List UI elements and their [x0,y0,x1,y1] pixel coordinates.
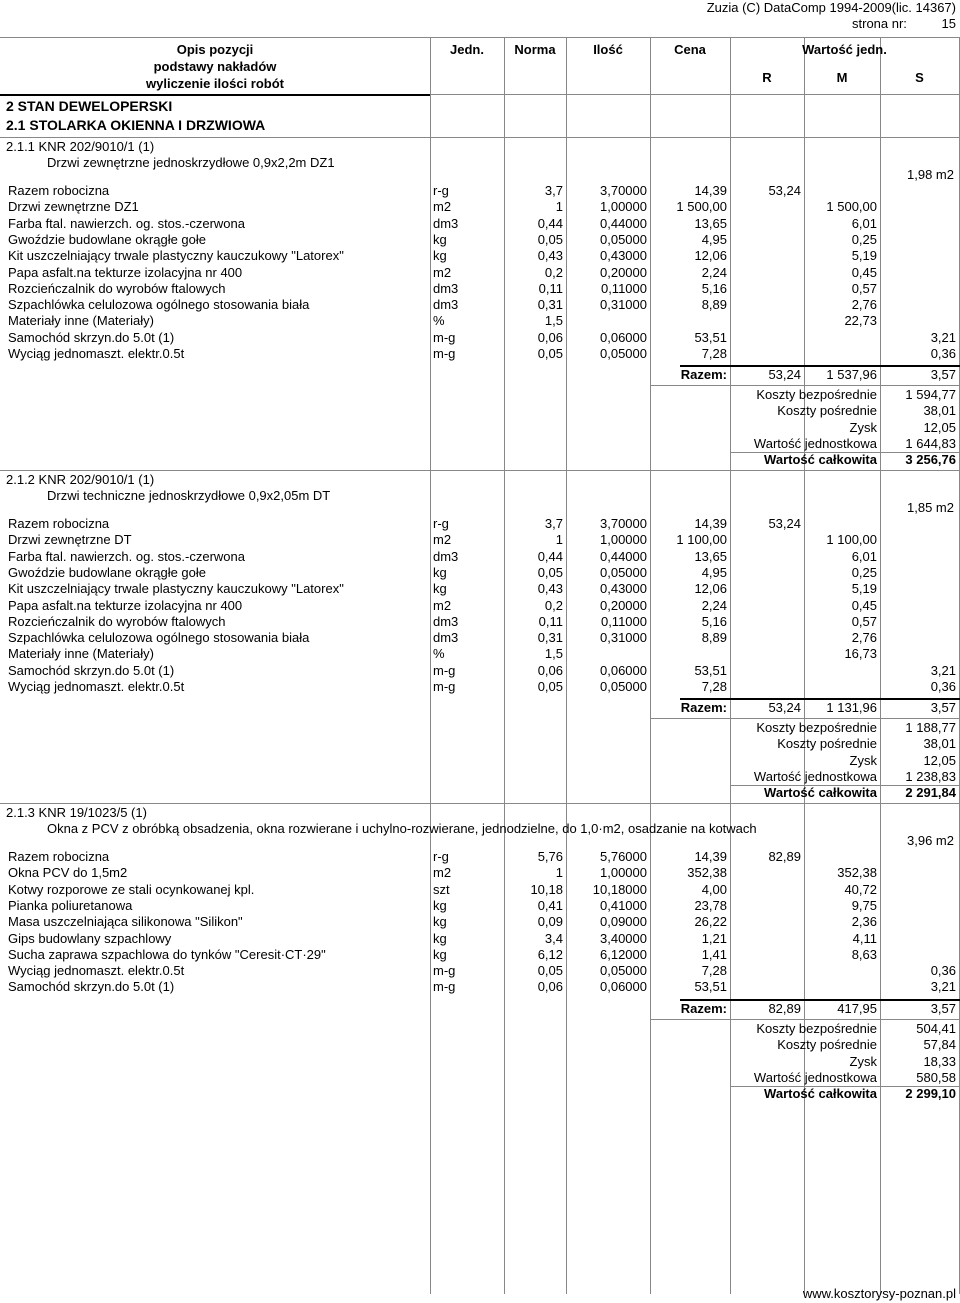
row-price: 352,38 [687,865,727,880]
row-norm: 1,5 [544,313,563,328]
column-header-desc-3: wyliczenie ilości robót [146,76,284,91]
row-m: 2,76 [851,297,877,312]
summary-label: Wartość jednostkowa [753,1070,877,1085]
row-qty: 0,31000 [600,630,647,645]
row-m: 16,73 [844,646,877,661]
row-price: 1 100,00 [676,532,727,547]
column-header-desc-1: Opis pozycji [176,42,254,57]
row-unit: m-g [433,679,456,694]
row-price: 8,89 [701,630,727,645]
row-name: Kotwy rozporowe ze stali ocynkowanej kpl. [8,882,255,897]
row-norm: 0,31 [537,297,563,312]
row-unit: m2 [433,265,452,280]
position-code: 2.1.2 KNR 202/9010/1 (1) [6,472,155,487]
row-name: Materiały inne (Materiały) [8,313,154,328]
summary-value: 504,41 [916,1021,956,1036]
row-qty: 0,31000 [600,297,647,312]
row-name: Materiały inne (Materiały) [8,646,154,661]
summary-value: 1 188,77 [905,720,956,735]
row-price: 8,89 [701,297,727,312]
row-name: Wyciąg jednomaszt. elektr.0.5t [8,963,185,978]
total-m: 1 537,96 [826,367,877,382]
row-name: Szpachlówka celulozowa ogólnego stosowania biała [8,630,310,645]
row-unit: r-g [433,516,449,531]
row-norm: 3,4 [544,931,563,946]
summary-final-rule [730,452,960,453]
summary-label: Koszty pośrednie [777,403,877,418]
row-qty: 0,06000 [600,330,647,345]
summary-final-rule [730,785,960,786]
summary-value: 38,01 [923,403,956,418]
row-price: 2,24 [701,598,727,613]
row-qty: 0,09000 [600,914,647,929]
row-qty: 3,70000 [600,516,647,531]
position-description: Drzwi zewnętrzne jednoskrzydłowe 0,9x2,2m DZ1 [47,155,335,170]
row-name: Farba ftal. nawierzch. og. stos.-czerwona [8,549,245,564]
row-unit: kg [433,947,447,962]
row-s: 3,21 [930,663,956,678]
row-name: Razem robocizna [8,516,110,531]
row-qty: 0,05000 [600,679,647,694]
summary-label: Zysk [849,1054,877,1069]
row-norm: 1 [555,199,563,214]
row-name: Farba ftal. nawierzch. og. stos.-czerwona [8,216,245,231]
footer-url: www.kosztorysy-poznan.pl [802,1286,956,1301]
row-price: 5,16 [701,281,727,296]
position-quantity: 1,98 m2 [907,167,954,182]
total-label: Razem: [680,1001,727,1016]
row-price: 13,65 [694,216,727,231]
total-m: 417,95 [837,1001,877,1016]
row-name: Drzwi zewnętrzne DZ1 [8,199,139,214]
table-top-border [0,37,960,38]
summary-label: Zysk [849,420,877,435]
row-unit: m-g [433,346,456,361]
row-unit: m-g [433,979,456,994]
row-qty: 0,44000 [600,216,647,231]
position-divider [0,470,960,471]
row-name: Rozcieńczalnik do wyrobów ftalowych [8,281,226,296]
total-s: 3,57 [930,1001,956,1016]
row-qty: 5,76000 [600,849,647,864]
summary-label: Koszty bezpośrednie [756,1021,877,1036]
row-norm: 0,2 [544,598,563,613]
summary-label: Koszty pośrednie [777,1037,877,1052]
row-r: 53,24 [768,183,801,198]
summary-label: Wartość jednostkowa [753,769,877,784]
row-norm: 0,06 [537,663,563,678]
row-unit: m2 [433,865,452,880]
header-divider-left [0,94,430,96]
row-m: 1 500,00 [826,199,877,214]
row-m: 0,57 [851,281,877,296]
column-header-desc-2: podstawy nakładów [153,59,277,74]
row-name: Drzwi zewnętrzne DT [8,532,132,547]
row-qty: 1,00000 [600,199,647,214]
row-qty: 0,11000 [600,614,647,629]
total-r: 53,24 [768,367,801,382]
row-qty: 0,05000 [600,565,647,580]
row-unit: kg [433,931,447,946]
summary-value: 1 594,77 [905,387,956,402]
grid-line [730,37,731,1294]
summary-value: 12,05 [923,753,956,768]
row-name: Wyciąg jednomaszt. elektr.0.5t [8,679,185,694]
row-name: Papa asfalt.na tekturze izolacyjna nr 400 [8,598,243,613]
row-name: Pianka poliuretanowa [8,898,133,913]
row-price: 4,95 [701,565,727,580]
row-unit: dm3 [433,630,459,645]
row-price: 1,41 [701,947,727,962]
row-r: 53,24 [768,516,801,531]
total-m: 1 131,96 [826,700,877,715]
row-name: Gwoździe budowlane okrągłe gołe [8,232,207,247]
row-unit: m2 [433,199,452,214]
row-unit: m-g [433,663,456,678]
row-qty: 0,11000 [600,281,647,296]
row-norm: 1,5 [544,646,563,661]
row-norm: 0,06 [537,330,563,345]
column-header-norm: Norma [514,42,556,57]
column-header-unit: Jedn. [450,42,484,57]
row-name: Kit uszczelniający trwale plastyczny kauczukowy "Latorex" [8,248,344,263]
row-name: Samochód skrzyn.do 5.0t (1) [8,979,175,994]
position-description: Okna z PCV z obróbką obsadzenia, okna rozwierane i uchylno-rozwierane, jednodzielne, do 1,0·m2, osadzanie na kotwach [47,821,757,836]
row-name: Razem robocizna [8,849,110,864]
row-qty: 10,18000 [592,882,647,897]
row-unit: r-g [433,183,449,198]
row-name: Gwoździe budowlane okrągłe gołe [8,565,207,580]
row-price: 53,51 [694,663,727,678]
row-unit: m2 [433,532,452,547]
row-norm: 0,44 [537,216,563,231]
row-s: 0,36 [930,679,956,694]
row-norm: 0,05 [537,679,563,694]
row-norm: 3,7 [544,183,563,198]
row-qty: 1,00000 [600,532,647,547]
row-unit: % [433,646,445,661]
row-m: 0,25 [851,565,877,580]
summary-value: 3 256,76 [905,452,956,467]
row-name: Samochód skrzyn.do 5.0t (1) [8,330,175,345]
row-qty: 3,70000 [600,183,647,198]
summary-value: 18,33 [923,1054,956,1069]
row-qty: 0,20000 [600,598,647,613]
row-norm: 10,18 [530,882,563,897]
row-norm: 0,05 [537,963,563,978]
total-s: 3,57 [930,700,956,715]
row-name: Papa asfalt.na tekturze izolacyjna nr 400 [8,265,243,280]
page-number-label: strona nr: [852,16,907,31]
column-header-s: S [915,70,924,85]
row-unit: dm3 [433,297,459,312]
row-price: 1 500,00 [676,199,727,214]
row-qty: 1,00000 [600,865,647,880]
row-unit: m2 [433,598,452,613]
row-s: 3,21 [930,330,956,345]
row-unit: dm3 [433,614,459,629]
row-name: Sucha zaprawa szpachlowa do tynków "Ceresit·CT·29" [8,947,326,962]
row-m: 2,76 [851,630,877,645]
row-norm: 0,43 [537,248,563,263]
position-divider [0,803,960,804]
row-unit: dm3 [433,549,459,564]
row-s: 3,21 [930,979,956,994]
row-norm: 0,43 [537,581,563,596]
row-m: 0,45 [851,598,877,613]
row-unit: kg [433,232,447,247]
summary-label: Wartość całkowita [764,1086,877,1101]
row-norm: 5,76 [537,849,563,864]
summary-label: Koszty pośrednie [777,736,877,751]
column-header-r: R [762,70,772,85]
row-norm: 0,05 [537,232,563,247]
row-m: 0,57 [851,614,877,629]
position-quantity: 1,85 m2 [907,500,954,515]
row-m: 22,73 [844,313,877,328]
total-r: 82,89 [768,1001,801,1016]
row-price: 7,28 [701,679,727,694]
row-price: 53,51 [694,979,727,994]
row-norm: 0,11 [538,281,563,296]
position-description: Drzwi techniczne jednoskrzydłowe 0,9x2,05m DT [47,488,331,503]
row-s: 0,36 [930,963,956,978]
row-name: Samochód skrzyn.do 5.0t (1) [8,663,175,678]
column-header-m: M [836,70,848,85]
summary-label: Koszty bezpośrednie [756,720,877,735]
row-qty: 0,06000 [600,663,647,678]
row-price: 5,16 [701,614,727,629]
row-price: 26,22 [694,914,727,929]
summary-label: Wartość jednostkowa [753,436,877,451]
row-norm: 0,09 [537,914,563,929]
row-unit: kg [433,565,447,580]
row-norm: 0,11 [538,614,563,629]
row-price: 13,65 [694,549,727,564]
row-m: 6,01 [851,216,877,231]
summary-value: 2 291,84 [905,785,956,800]
row-norm: 0,05 [537,565,563,580]
row-norm: 0,2 [544,265,563,280]
row-norm: 0,05 [537,346,563,361]
row-norm: 0,44 [537,549,563,564]
row-price: 14,39 [694,849,727,864]
summary-label: Wartość całkowita [764,785,877,800]
position-code: 2.1.3 KNR 19/1023/5 (1) [6,805,147,820]
position-code: 2.1.1 KNR 202/9010/1 (1) [6,139,155,154]
row-price: 7,28 [701,346,727,361]
row-name: Razem robocizna [8,183,110,198]
row-m: 9,75 [851,898,877,913]
row-unit: kg [433,914,447,929]
row-m: 8,63 [851,947,877,962]
summary-value: 1 238,83 [905,769,956,784]
row-price: 14,39 [694,516,727,531]
row-price: 2,24 [701,265,727,280]
row-unit: m-g [433,963,456,978]
row-unit: % [433,313,445,328]
row-norm: 0,41 [537,898,563,913]
row-price: 7,28 [701,963,727,978]
row-norm: 0,31 [537,630,563,645]
row-unit: szt [433,882,450,897]
row-m: 1 100,00 [826,532,877,547]
summary-value: 38,01 [923,736,956,751]
row-name: Gips budowlany szpachlowy [8,931,172,946]
row-m: 0,45 [851,265,877,280]
row-r: 82,89 [768,849,801,864]
row-norm: 0,06 [537,979,563,994]
row-name: Wyciąg jednomaszt. elektr.0.5t [8,346,185,361]
page-number: 15 [941,16,956,31]
row-m: 5,19 [851,248,877,263]
row-norm: 3,7 [544,516,563,531]
row-price: 4,95 [701,232,727,247]
summary-value: 2 299,10 [905,1086,956,1101]
row-name: Okna PCV do 1,5m2 [8,865,128,880]
row-qty: 6,12000 [600,947,647,962]
row-unit: kg [433,898,447,913]
row-qty: 0,43000 [600,581,647,596]
row-unit: dm3 [433,281,459,296]
row-name: Masa uszczelniająca silikonowa "Silikon" [8,914,243,929]
column-header-price: Cena [674,42,706,57]
row-name: Rozcieńczalnik do wyrobów ftalowych [8,614,226,629]
row-m: 40,72 [844,882,877,897]
row-qty: 0,43000 [600,248,647,263]
total-s: 3,57 [930,367,956,382]
row-price: 14,39 [694,183,727,198]
summary-rule [650,385,960,386]
copyright-text: Zuzia (C) DataComp 1994-2009(lic. 14367) [706,0,956,15]
position-quantity: 3,96 m2 [907,833,954,848]
row-unit: kg [433,248,447,263]
row-price: 4,00 [701,882,727,897]
subsection-title: 2.1 STOLARKA OKIENNA I DRZWIOWA [6,117,266,133]
row-m: 352,38 [837,865,877,880]
row-price: 1,21 [701,931,727,946]
row-norm: 1 [555,865,563,880]
summary-rule [650,1019,960,1020]
row-qty: 0,05000 [600,963,647,978]
summary-value: 12,05 [923,420,956,435]
row-unit: dm3 [433,216,459,231]
row-price: 23,78 [694,898,727,913]
row-unit: m-g [433,330,456,345]
summary-rule [650,718,960,719]
summary-label: Wartość całkowita [764,452,877,467]
summary-value: 1 644,83 [905,436,956,451]
row-name: Kit uszczelniający trwale plastyczny kauczukowy "Latorex" [8,581,344,596]
summary-label: Zysk [849,753,877,768]
summary-value: 580,58 [916,1070,956,1085]
total-r: 53,24 [768,700,801,715]
row-m: 2,36 [851,914,877,929]
summary-final-rule [730,1086,960,1087]
column-header-unit-value: Wartość jedn. [802,42,887,57]
row-m: 6,01 [851,549,877,564]
row-qty: 0,05000 [600,346,647,361]
row-m: 5,19 [851,581,877,596]
row-qty: 0,20000 [600,265,647,280]
column-header-qty: Ilość [593,42,623,57]
row-qty: 0,44000 [600,549,647,564]
row-m: 4,11 [852,931,877,946]
row-price: 12,06 [694,248,727,263]
summary-label: Koszty bezpośrednie [756,387,877,402]
row-m: 0,25 [851,232,877,247]
position-divider [0,137,960,138]
row-unit: kg [433,581,447,596]
summary-value: 57,84 [923,1037,956,1052]
row-qty: 0,05000 [600,232,647,247]
row-price: 12,06 [694,581,727,596]
row-price: 53,51 [694,330,727,345]
row-qty: 0,06000 [600,979,647,994]
row-norm: 6,12 [537,947,563,962]
row-qty: 0,41000 [600,898,647,913]
row-s: 0,36 [930,346,956,361]
row-name: Szpachlówka celulozowa ogólnego stosowania biała [8,297,310,312]
grid-line [430,37,431,1294]
total-label: Razem: [680,367,727,382]
row-qty: 3,40000 [600,931,647,946]
section-title: 2 STAN DEWELOPERSKI [6,98,173,114]
row-unit: r-g [433,849,449,864]
total-label: Razem: [680,700,727,715]
row-norm: 1 [555,532,563,547]
